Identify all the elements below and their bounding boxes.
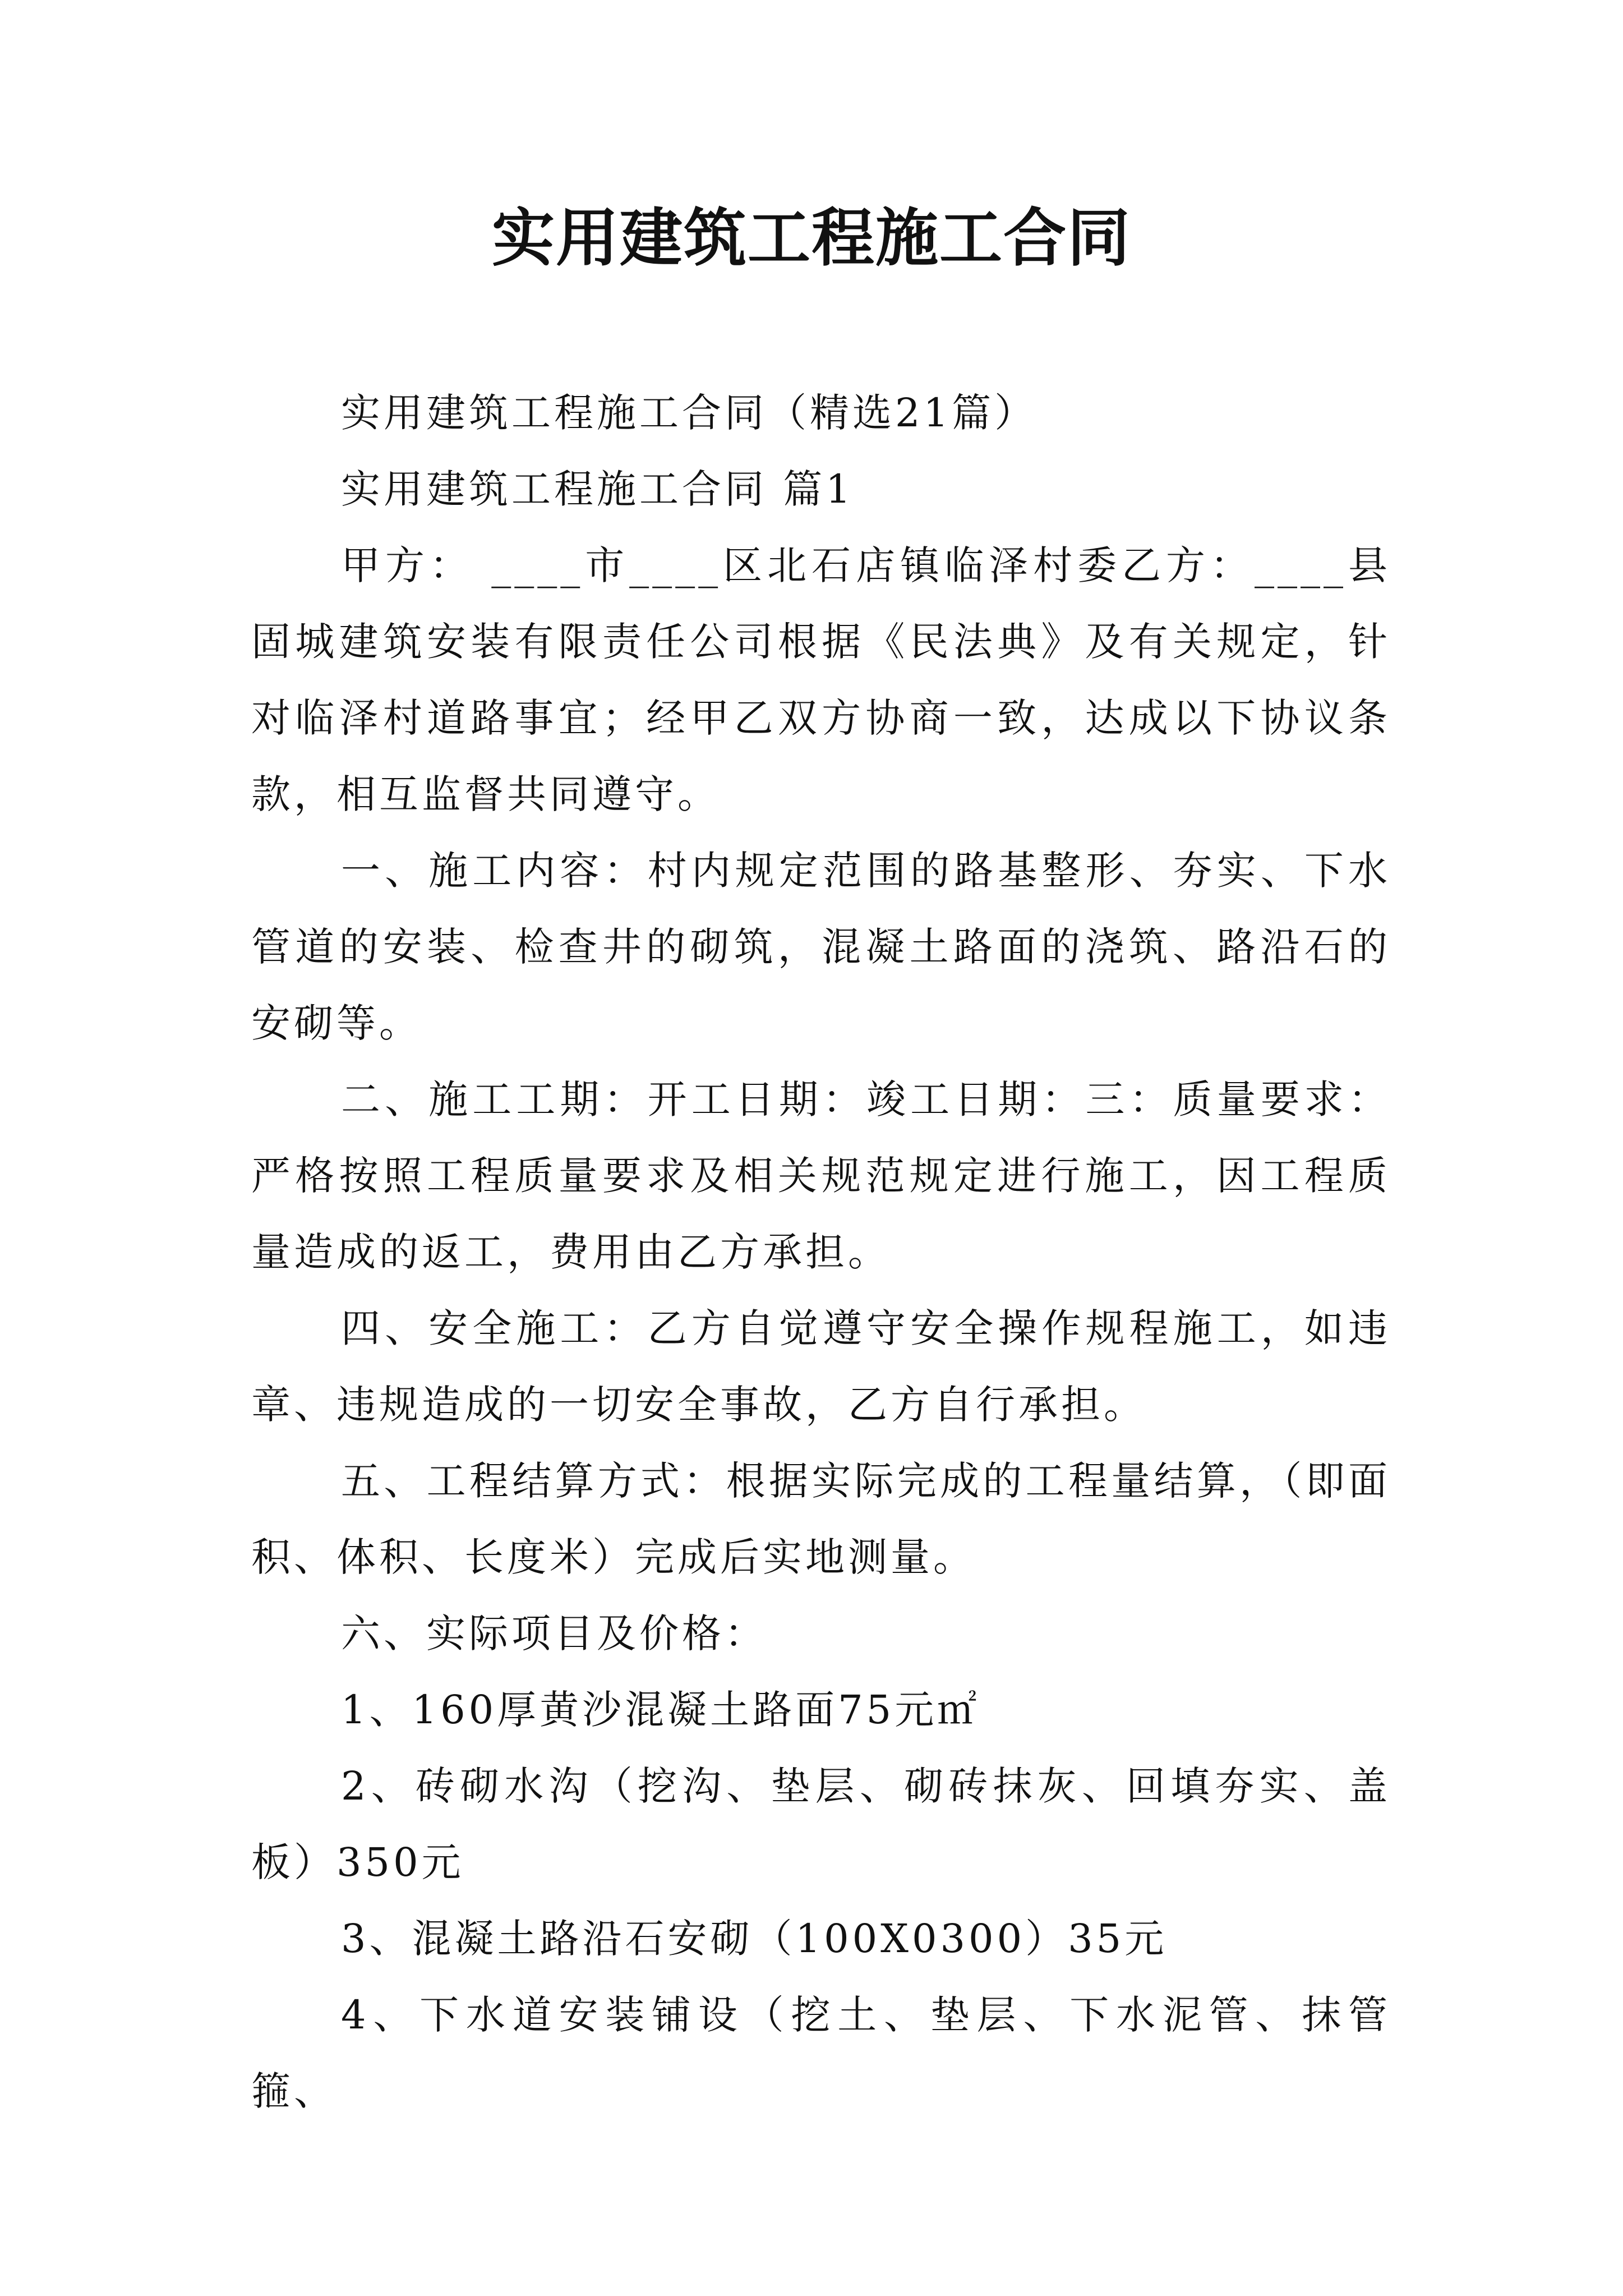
paragraph: 二、施工工期：开工日期：竣工日期：三：质量要求：严格按照工程质量要求及相关规范规定进行施工，因工程质量造成的返工，费用由乙方承担。 — [251, 1076, 1391, 1275]
paragraph: 1、160厚黄沙混凝土路面75元㎡ — [341, 1687, 980, 1733]
paragraph: 六、实际项目及价格： — [341, 1611, 767, 1657]
paragraph: 实用建筑工程施工合同 篇1 — [341, 466, 854, 512]
paragraph: 2、砖砌水沟（挖沟、垫层、砌砖抹灰、回填夯实、盖板）350元 — [251, 1763, 1391, 1885]
paragraph: 四、安全施工：乙方自觉遵守安全操作规程施工，如违章、违规造成的一切安全事故，乙方自行承担。 — [251, 1305, 1391, 1428]
paragraph: 甲方： ____市____区北石店镇临泽村委乙方：____县固城建筑安装有限责任公司根据《民法典》及有关规定，针对临泽村道路事宜；经甲乙双方协商一致，达成以下协议条款，相互监督共同遵守。 — [251, 542, 1391, 817]
paragraph: 五、工程结算方式：根据实际完成的工程量结算，（即面积、体积、长度米）完成后实地测量。 — [251, 1458, 1391, 1580]
paragraph: 3、混凝土路沿石安砌（100X0300）35元 — [341, 1916, 1168, 1962]
paragraph: 实用建筑工程施工合同（精选21篇） — [341, 390, 1038, 436]
document-title: 实用建筑工程施工合同 — [492, 201, 1131, 275]
paragraph: 一、施工内容：村内规定范围的路基整形、夯实、下水管道的安装、检查井的砌筑，混凝土路面的浇筑、路沿石的安砌等。 — [251, 848, 1391, 1046]
document-body — [251, 375, 1391, 2129]
paragraph: 4、下水道安装铺设（挖土、垫层、下水泥管、抹管箍、 — [251, 1992, 1391, 2114]
